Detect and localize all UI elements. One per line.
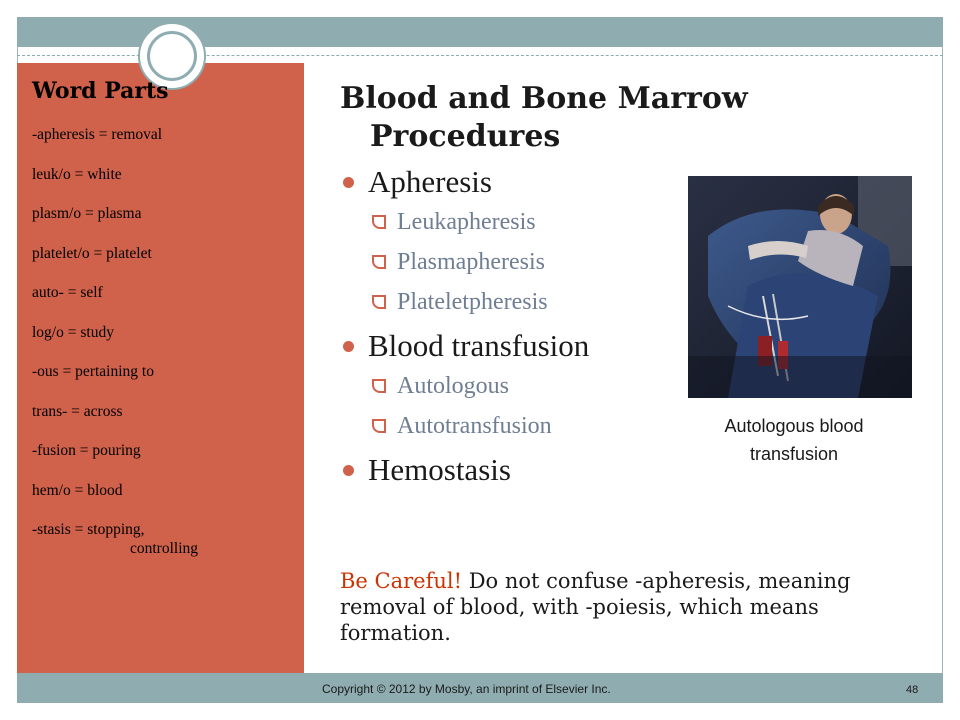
word-parts-list (32, 125, 282, 560)
image-caption-line2: transfusion (749, 444, 839, 464)
list-item: -ous = pertaining to (32, 363, 154, 380)
list-item: -fusion = pouring (32, 442, 141, 459)
list-item: trans- = across (32, 402, 123, 420)
list-item: platelet/o = platelet (32, 244, 152, 262)
image-caption (688, 412, 900, 468)
warning-label: Be Careful! (340, 569, 463, 593)
slide-title (340, 80, 820, 156)
bullet-item: Hemostasis (343, 450, 683, 490)
slide-title-line1: Blood and Bone Marrow (340, 81, 748, 116)
list-item: -apheresis = removal (32, 126, 163, 143)
sub-bullet-item: Plateletpheresis (343, 282, 683, 322)
sub-bullet-item: Autotransfusion (343, 406, 683, 446)
list-item: auto- = self (32, 284, 103, 301)
bullet-group (343, 450, 683, 490)
copyright-text: Copyright © 2012 by Mosby, an imprint of Elsevier Inc. (322, 682, 611, 696)
page-number: 48 (906, 684, 919, 696)
bullet-list (343, 162, 683, 494)
list-item: -stasis = stopping, controlling (32, 520, 282, 560)
note-text: Do not confuse -apheresis, meaning removal of blood, with -poiesis, which means formation. (340, 569, 851, 645)
transfusion-photo (688, 176, 912, 398)
sub-bullet-item: Autologous (343, 366, 683, 406)
bullet-group (343, 326, 683, 446)
sub-bullet-item: Leukapheresis (343, 202, 683, 242)
list-item-continuation: controlling (130, 540, 199, 557)
list-item: log/o = study (32, 323, 114, 341)
list-item: plasm/o = plasma (32, 205, 142, 222)
image-caption-line1: Autologous blood (724, 416, 864, 436)
list-item: hem/o = blood (32, 481, 123, 499)
be-careful-note (340, 568, 920, 646)
bullet-group (343, 162, 683, 322)
list-item: leuk/o = white (32, 165, 122, 183)
sub-bullet-item: Plasmapheresis (343, 242, 683, 282)
bullet-item: Blood transfusion (343, 326, 683, 366)
slide-title-line2: Procedures (370, 119, 561, 154)
sidebar-title: Word Parts (32, 78, 169, 104)
transfusion-photo-illustration (688, 176, 912, 398)
bullet-item: Apheresis (343, 162, 683, 202)
